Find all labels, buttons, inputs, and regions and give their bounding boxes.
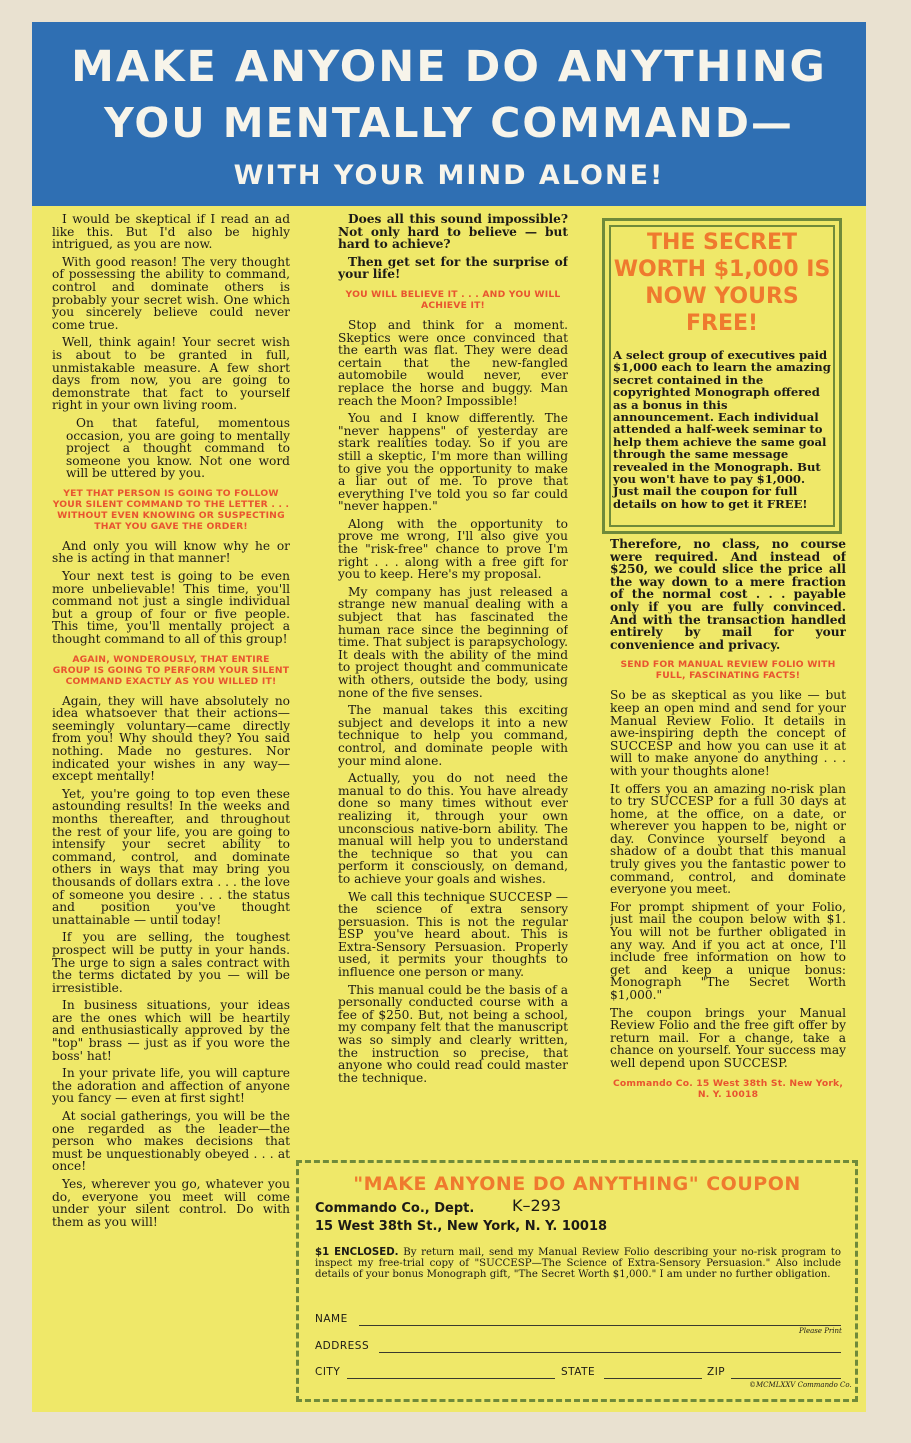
box-body: A select group of executives paid $1,000 each to learn the amazing secret contained in the copyrighted Monograph offered as a bonus in this announcement. Each individual attended a half-week seminar to help them achieve the same goal through the same message revealed in the Monograph. But you won't have to pay $1,000. Just mail the coupon for full details on how to get it FREE!: [613, 348, 831, 511]
order-coupon[interactable]: [296, 1160, 858, 1402]
paragraph: Actually, you do not need the manual to do this. You have already done so many times without ever realizing it, through your own unconscious native-born ability. The manual will help you to understand the technique so that you can perform it consciously, on demand, to achieve your goals and wishes.: [338, 771, 568, 886]
column-1: [52, 213, 290, 1408]
state-field[interactable]: [604, 1378, 702, 1379]
zip-field[interactable]: [731, 1378, 841, 1379]
paragraph: The coupon brings your Manual Review Folio and the free gift offer by return mail. For a change, take a chance on yourself. Your success may well depend upon SUCCESP.: [610, 1005, 846, 1070]
name-field[interactable]: [359, 1325, 841, 1326]
paragraph: Again, they will have absolutely no idea whatsoever that their actions—seemingly voluntary—came directly from you! Why should they? You said nothing. Made no gestures. Nor indicated your wishes in any way—except mentally!: [52, 693, 290, 784]
paragraph: This manual could be the basis of a personally conducted course with a fee of $250. But, not being a school, my company felt that the manuscript was so simply and clearly written, the instruction so precise, that anyone who could read could master the technique.: [338, 982, 568, 1085]
state-label: STATE: [561, 1366, 596, 1378]
zip-label: ZIP: [707, 1366, 726, 1378]
paragraph: At social gatherings, you will be the one regarded as the leader—the person who makes decisions that must be unquestionably obeyed . . . at once!: [52, 1109, 290, 1174]
enclosed-label: $1 ENCLOSED.: [315, 1247, 399, 1258]
address-field[interactable]: [379, 1352, 841, 1353]
name-label: NAME: [315, 1313, 348, 1325]
paragraph: For prompt shipment of your Folio, just mail the coupon below with $1. You will not be further obligated in any way. And if you act at once, I'll include free information on how to get and keep a unique bonus: Monograph "The Secret Worth $1,000.": [610, 899, 846, 1002]
paragraph: It offers you an amazing no-risk plan to try SUCCESP for a full 30 days at home, at the office, on a date, or wherever you happen to be, night or day. Convince yourself beyond a shadow of a doubt that this manual truly gives you the fantastic power to command, control, and dominate everyone you meet.: [610, 781, 846, 897]
paragraph: With good reason! The very thought of possessing the ability to command, control and dominate others is probably your secret wish. One which you sincerely believe could never come true.: [52, 254, 290, 332]
headline-line-2: YOU MENTALLY COMMAND—: [104, 99, 794, 147]
city-label: CITY: [315, 1366, 341, 1378]
paragraph: Therefore, no class, no course were required. And instead of $250, we could slice the price all the way down to a mere fraction of the normal cost . . . payable only if you are fully convinced. And with the transaction handled entirely by mail for your convenience and privacy.: [610, 538, 846, 652]
red-callout: SEND FOR MANUAL REVIEW FOLIO WITH FULL, FASCINATING FACTS!: [620, 659, 836, 682]
column-2: [338, 213, 568, 1143]
coupon-terms: [315, 1247, 841, 1281]
please-print-note: Please Print: [799, 1327, 842, 1335]
paragraph: So be as skeptical as you like — but keep an open mind and send for your Manual Review Folio. It details in awe-inspiring depth the concept of SUCCESP and how you can use it at will to make anyone do anything . . . with your thoughts alone!: [610, 688, 846, 778]
headline-line-3: WITH YOUR MIND ALONE!: [233, 160, 665, 191]
secret-offer-box: [602, 218, 842, 534]
paragraph: On that fateful, momentous occasion, you are going to mentally project a thought command to someone you know. Not one word will be uttered by you.: [66, 415, 290, 481]
paragraph: If you are selling, the toughest prospect will be putty in your hands. The urge to sign a sales contract with the terms dictated by you — will be irresistible.: [52, 930, 290, 995]
paragraph: In your private life, you will capture the adoration and affection of anyone you fancy — even at first sight!: [52, 1066, 290, 1106]
paragraph: You and I know differently. The "never happens" of yesterday are stark realities today. So if you are still a skeptic, I'm more than willing to give you the opportunity to make a liar out of me. To prove that everything I've told you so far could "never happen.": [338, 411, 568, 514]
copyright-note: ©MCMLXXV Commando Co.: [749, 1381, 852, 1389]
headline-banner: [32, 22, 866, 206]
paragraph: Stop and think for a moment. Skeptics were once convinced that the earth was flat. They were dead certain that the new-fangled automobile would never, ever replace the horse and buggy. Man reach the Moon? Impossible!: [338, 317, 568, 408]
address-label: ADDRESS: [315, 1340, 370, 1352]
paragraph: In business situations, your ideas are the ones which will be heartily and enthusiastically approved by the "top" brass — just as if you wore the boss' hat!: [52, 998, 290, 1063]
coupon-title: "MAKE ANYONE DO ANYTHING" COUPON: [353, 1173, 801, 1195]
paragraph: The manual takes this exciting subject and develops it into a new technique to help you command, control, and dominate people with your mind alone.: [338, 703, 568, 768]
paragraph: Yet, you're going to top even these astounding results! In the weeks and months thereafter, and throughout the rest of your life, you are going to intensify your secret ability to command, control, and dominate others in ways that may bring you thousands of dollars extra . . . the love of someone you desire . . . the status and position you've thought unattainable — until today!: [52, 786, 290, 927]
red-callout: YOU WILL BELIEVE IT . . . AND YOU WILL ACHIEVE IT!: [345, 288, 561, 311]
paragraph: We call this technique SUCCESP — the science of extra sensory persuasion. This is not the regular ESP you've heard about. This is Extra-Sensory Persuasion. Properly used, it permits your thoughts to influence one person or many.: [338, 889, 568, 980]
paragraph: Along with the opportunity to prove me wrong, I'll also give you the "risk-free" chance to prove I'm right . . . along with a free gift for you to keep. Here's my proposal.: [338, 516, 568, 582]
company-address: Commando Co. 15 West 38th St. New York, N. Y. 10018: [612, 1077, 844, 1100]
box-title: THE SECRET WORTH $1,000 IS NOW YOURS FREE!: [613, 230, 831, 336]
column-3: [610, 538, 846, 1133]
red-callout: YET THAT PERSON IS GOING TO FOLLOW YOUR SILENT COMMAND TO THE LETTER . . . WITHOUT EVEN KNOWING OR SUSPECTING THAT YOU GAVE THE ORDER!: [52, 487, 290, 532]
coupon-street-address: 15 West 38th St., New York, N. Y. 10018: [315, 1219, 608, 1234]
headline-line-1: MAKE ANYONE DO ANYTHING: [71, 42, 827, 92]
coupon-company: Commando Co., Dept.: [315, 1201, 475, 1216]
terms-text: By return mail, send my Manual Review Folio describing your no-risk program to inspect my free-trial copy of "SUCCESP—The Science of Extra-Sensory Persuasion." Also include details of your bonus Monograph gift, "The Secret Worth $1,000." I am under no further obligation.: [315, 1247, 841, 1281]
paragraph: Your next test is going to be even more unbelievable! This time, you'll command not just a single individual but a group of four or five people. This time, you'll mentally project a thought command to all of this group!: [52, 569, 290, 647]
city-field[interactable]: [347, 1378, 555, 1379]
dept-code: K–293: [512, 1196, 562, 1215]
paragraph: And only you will know why he or she is acting in that manner!: [52, 538, 290, 566]
paragraph: Yes, wherever you go, whatever you do, everyone you meet will come under your silent control. Do with them as you will!: [52, 1177, 290, 1229]
paragraph: My company has just released a strange new manual dealing with a subject that has fascinated the human race since the beginning of time. That subject is parapsychology. It deals with the ability of the mind to project thought and communicate with others, outside the body, using none of the five senses.: [338, 584, 568, 700]
paragraph: Well, think again! Your secret wish is about to be granted in full, unmistakable measure. A few short days from now, you are going to demonstrate that fact to yourself right in your own living room.: [52, 335, 290, 413]
red-callout: AGAIN, WONDEROUSLY, THAT ENTIRE GROUP IS GOING TO PERFORM YOUR SILENT COMMAND EXACTLY AS YOU WILLED IT!: [52, 653, 290, 687]
paragraph: I would be skeptical if I read an ad like this. But I'd also be highly intrigued, as you are now.: [52, 213, 290, 252]
paragraph: Then get set for the surprise of your life!: [338, 254, 568, 282]
paragraph: Does all this sound impossible? Not only hard to believe — but hard to achieve?: [338, 213, 568, 252]
